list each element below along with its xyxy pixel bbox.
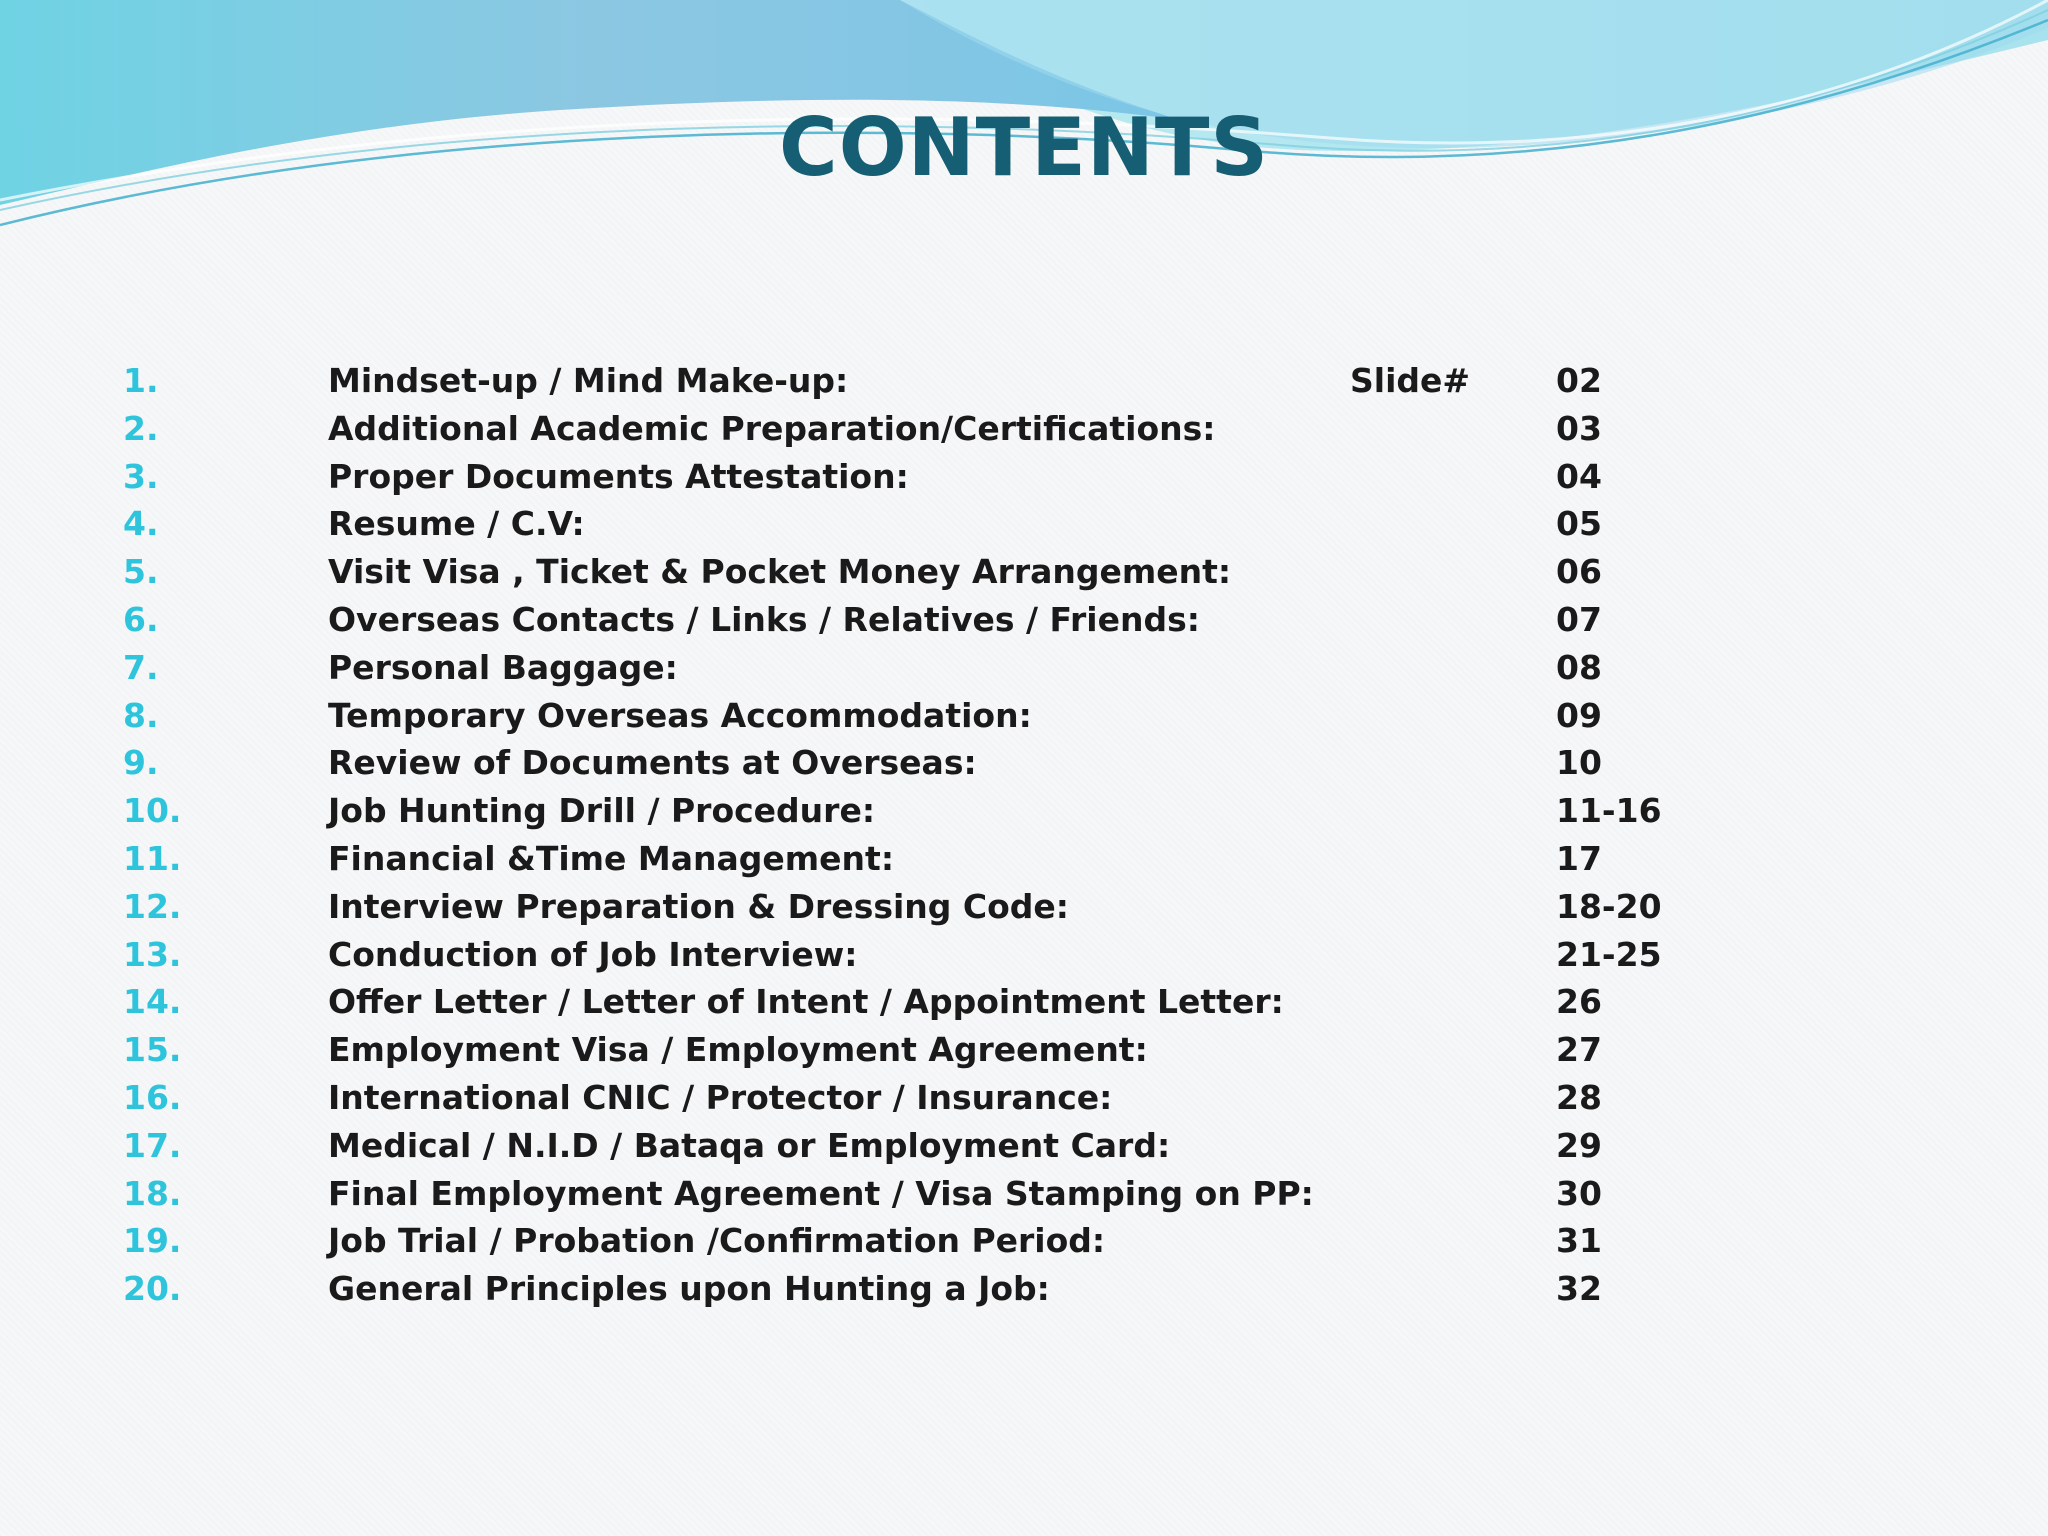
item-number: 12. [123,886,182,926]
item-slide-number: 10 [1556,743,1602,783]
item-number: 13. [123,934,182,974]
item-label: Resume / C.V: [328,504,585,544]
item-number: 9. [123,743,159,783]
item-label: Proper Documents Attestation: [328,456,909,496]
list-item [0,692,2048,740]
item-number: 15. [123,1030,182,1070]
item-label: Review of Documents at Overseas: [328,743,977,783]
item-label: Employment Visa / Employment Agreement: [328,1030,1148,1070]
item-slide-number: 02 [1556,361,1602,400]
item-number: 20. [123,1269,182,1309]
item-number: 5. [123,552,159,592]
item-slide-number: 32 [1556,1269,1602,1309]
item-slide-number: 11-16 [1556,791,1662,831]
item-number: 1. [123,361,159,400]
item-label: Mindset-up / Mind Make-up: [328,361,849,400]
item-slide-number: 09 [1556,695,1602,735]
list-item [0,1170,2048,1218]
item-slide-number: 27 [1556,1030,1602,1070]
list-item [0,931,2048,979]
list-item [0,596,2048,644]
list-item [0,1026,2048,1074]
item-label: Additional Academic Preparation/Certifications: [328,408,1216,448]
item-label: Final Employment Agreement / Visa Stamping on PP: [328,1173,1314,1213]
item-slide-number: 28 [1556,1077,1602,1117]
list-item [0,739,2048,787]
page-title: CONTENTS [778,101,1270,194]
item-number: 6. [123,599,159,639]
list-item [0,1217,2048,1265]
item-slide-number: 06 [1556,552,1602,592]
item-label: Interview Preparation & Dressing Code: [328,886,1070,926]
item-number: 16. [123,1077,182,1117]
item-slide-number: 29 [1556,1125,1602,1165]
list-item [0,548,2048,596]
item-slide-number: 04 [1556,456,1602,496]
item-label: Medical / N.I.D / Bataqa or Employment Card: [328,1125,1171,1165]
item-label: Offer Letter / Letter of Intent / Appointment Letter: [328,982,1284,1022]
list-item [0,357,2048,405]
item-number: 2. [123,408,159,448]
item-slide-number: 30 [1556,1173,1602,1213]
list-item [0,787,2048,835]
item-label: International CNIC / Protector / Insurance: [328,1077,1113,1117]
list-item [0,883,2048,931]
item-label: Temporary Overseas Accommodation: [328,695,1032,735]
list-item [0,1122,2048,1170]
item-label: Financial &Time Management: [328,838,895,878]
item-slide-number: 21-25 [1556,934,1662,974]
item-number: 14. [123,982,182,1022]
list-item [0,453,2048,501]
item-slide-number: 26 [1556,982,1602,1022]
item-label: General Principles upon Hunting a Job: [328,1269,1050,1309]
item-slide-number: 07 [1556,599,1602,639]
item-number: 7. [123,647,159,687]
item-number: 10. [123,791,182,831]
item-label: Conduction of Job Interview: [328,934,858,974]
item-slide-number: 31 [1556,1221,1602,1261]
item-label: Overseas Contacts / Links / Relatives / Friends: [328,599,1200,639]
item-number: 4. [123,504,159,544]
item-slide-number: 05 [1556,504,1602,544]
item-label: Job Trial / Probation /Confirmation Period: [328,1221,1106,1261]
item-number: 11. [123,838,182,878]
slide-number-header: Slide# [1350,361,1471,400]
item-slide-number: 03 [1556,408,1602,448]
item-label: Job Hunting Drill / Procedure: [328,791,876,831]
list-item [0,500,2048,548]
list-item [0,978,2048,1026]
item-label: Visit Visa , Ticket & Pocket Money Arrangement: [328,552,1232,592]
item-number: 3. [123,456,159,496]
item-slide-number: 17 [1556,838,1602,878]
list-item [0,835,2048,883]
item-slide-number: 08 [1556,647,1602,687]
list-item [0,405,2048,453]
item-number: 8. [123,695,159,735]
item-number: 19. [123,1221,182,1261]
contents-list [0,357,2048,1313]
item-number: 18. [123,1173,182,1213]
item-label: Personal Baggage: [328,647,678,687]
list-item [0,644,2048,692]
list-item [0,1265,2048,1313]
item-number: 17. [123,1125,182,1165]
list-item [0,1074,2048,1122]
item-slide-number: 18-20 [1556,886,1662,926]
